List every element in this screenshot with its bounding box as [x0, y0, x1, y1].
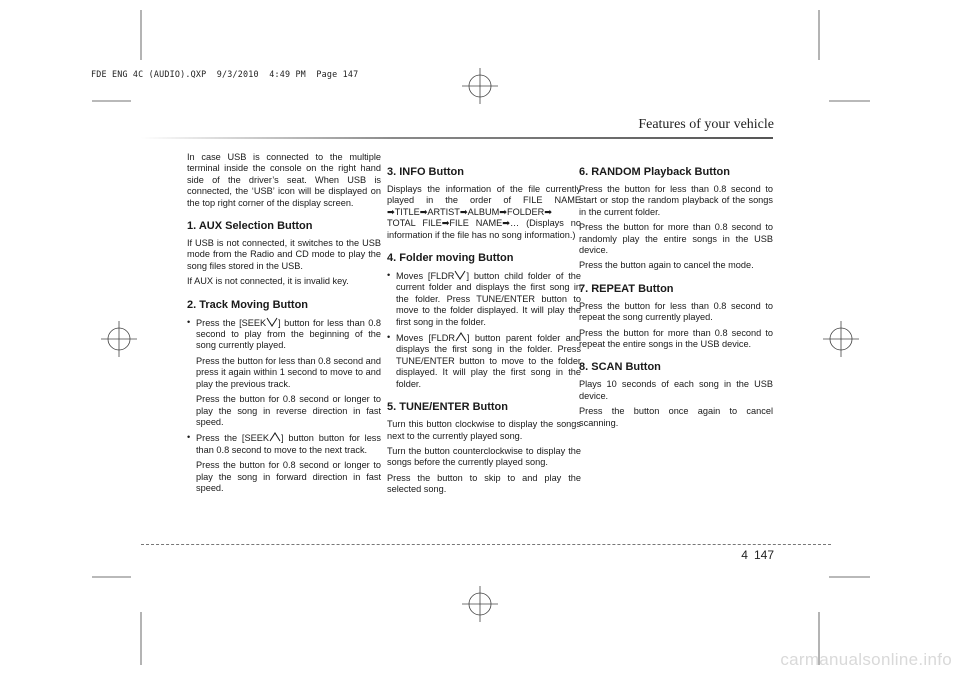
fldr-down-pre: Moves [FLDR — [396, 271, 455, 282]
page-number — [741, 548, 774, 562]
list-item — [187, 432, 381, 494]
random-paragraph-3: Press the button again to cancel the mode. — [579, 260, 754, 271]
seek-down-pre: Press the [SEEK — [196, 317, 267, 328]
folder-list — [387, 270, 581, 390]
fldr-down-post: ] button child folder of the current folder and displays the first song in the folder. Press TUNE/ENTER button to move to the folder displayed. It will play the first song in the folder. — [396, 271, 581, 327]
seek-up-post: ] button button for less than 0.8 second to move to the next track. — [196, 433, 381, 455]
chevron-up-icon — [455, 332, 467, 342]
random-heading: 6. RANDOM Playback Button — [579, 166, 730, 178]
track-heading: 2. Track Moving Button — [187, 298, 309, 311]
seek-down-post: ] button for less than 0.8 second to play from the beginning of the song currently played. — [196, 317, 381, 351]
random-paragraph-2: Press the button for more than 0.8 second to randomly play the entire songs in the USB device. — [579, 222, 773, 256]
scan-paragraph-1: Plays 10 seconds of each song in the USB device. — [579, 379, 773, 401]
repeat-paragraph-2: Press the button for more than 0.8 second to repeat the entire songs in the USB device. — [579, 327, 773, 350]
print-slug: FDE ENG 4C (AUDIO).QXP 9/3/2010 4:49 PM Page 147 — [91, 69, 359, 79]
chevron-down-icon — [266, 317, 278, 327]
usb-intro-paragraph: In case USB is connected to the multiple terminal inside the console on the right hand side of the driver’s seat. When USB is connected, the ‘USB’ icon will be displayed on the top right corner of the display screen. — [187, 152, 381, 208]
fldr-up-post: ] button parent folder and displays the first song in the folder. Press TUNE/ENTER button to move to the folder displayed. It will play the first song in the folder. — [396, 333, 581, 389]
page-number-value: 147 — [753, 548, 774, 562]
info-paragraph: Displays the information of the file currently played in the order of FILE NAME ➡TITLE➡ARTIST➡ALBUM➡FOLDER➡ TOTAL FILE➡FILE NAME➡… (Displays no information if the file has no song information.) — [387, 184, 581, 240]
column-2 — [387, 152, 581, 500]
registration-mark-right — [823, 321, 859, 357]
tune-paragraph-3: Press the button to skip to and play the selected song. — [387, 472, 581, 495]
registration-mark-left — [101, 321, 137, 357]
chapter-number: 4 — [741, 548, 748, 562]
folder-heading: 4. Folder moving Button — [387, 252, 514, 265]
aux-heading: 1. AUX Selection Button — [187, 220, 313, 233]
info-heading: 3. INFO Button — [387, 166, 464, 178]
seek-down-paragraph-3: Press the button for 0.8 second or longer to play the song in reverse direction in fast speed. — [196, 394, 381, 427]
seek-up-pre: Press the [SEEK — [196, 433, 269, 444]
section-title: Features of your vehicle — [638, 117, 774, 132]
column-1 — [187, 152, 381, 498]
scan-paragraph-2: Press the button once again to cancel scanning. — [579, 406, 773, 428]
list-item — [387, 332, 581, 390]
tune-paragraph-1: Turn this button clockwise to display the songs next to the currently played song. — [387, 419, 581, 441]
chevron-down-icon — [454, 270, 466, 280]
tune-paragraph-2: Turn the button counterclockwise to display the songs before the currently played song. — [387, 445, 581, 468]
list-item — [187, 317, 381, 429]
fldr-up-pre: Moves [FLDR — [396, 333, 455, 344]
list-item — [387, 270, 581, 328]
column-3 — [579, 152, 773, 433]
tune-heading: 5. TUNE/ENTER Button — [387, 401, 508, 414]
track-list — [187, 317, 381, 495]
registration-mark-bottom — [462, 586, 498, 622]
seek-up-paragraph-2: Press the button for 0.8 second or longer to play the song in forward direction in fast speed. — [196, 460, 381, 493]
repeat-paragraph-1: Press the button for less than 0.8 second to repeat the song currently played. — [579, 300, 773, 323]
registration-mark-top — [462, 68, 498, 104]
scan-heading: 8. SCAN Button — [579, 361, 661, 374]
header-rule — [141, 137, 773, 139]
footer-rule — [141, 544, 831, 545]
aux-paragraph-1: If USB is not connected, it switches to the USB mode from the Radio and CD mode to play the song files stored in the USB. — [187, 238, 381, 271]
random-paragraph-1: Press the button for less than 0.8 second to start or stop the random playback of the songs in the current folder. — [579, 184, 773, 217]
repeat-heading: 7. REPEAT Button — [579, 282, 674, 295]
seek-down-paragraph-2: Press the button for less than 0.8 second and press it again within 1 second to move to and play the previous track. — [196, 355, 381, 389]
chevron-up-icon — [269, 432, 281, 442]
watermark: carmanualsonline.info — [780, 650, 952, 669]
aux-paragraph-2: If AUX is not connected, it is invalid key. — [187, 276, 349, 287]
